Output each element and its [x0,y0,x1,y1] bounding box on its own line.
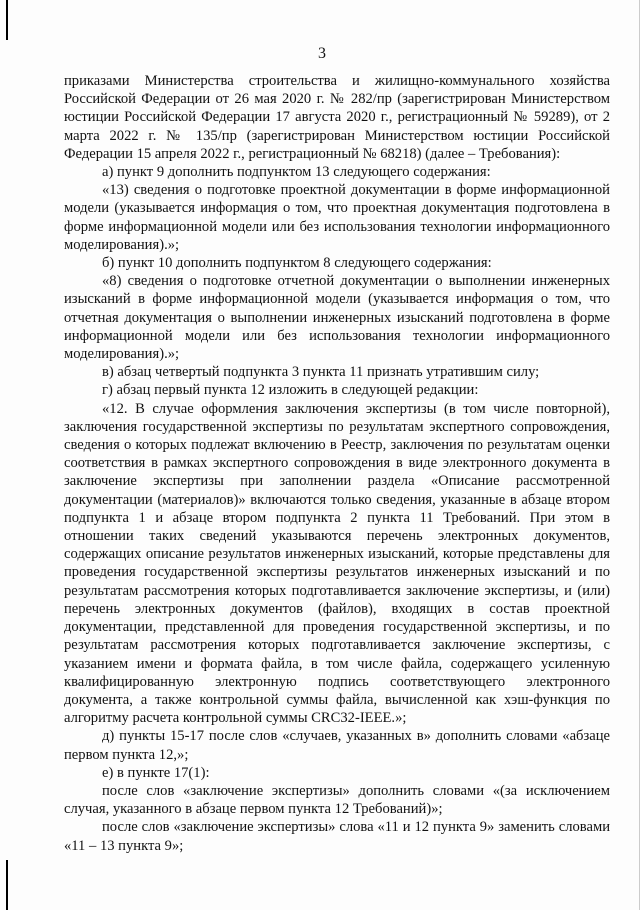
paragraph: приказами Министерства строительства и жилищно-коммунального хозяйства Российской Федерации от 26 мая 2020 г. № 282/пр (зарегистрирован Министерством юстиции Российской Федерации 17 августа 2020 г., регистрационный № 59289), от 2 марта 2022 г. № 135/пр (зарегистрирован Министерством юстиции Российской Федерации 15 апреля 2022 г., регистрационный № 68218) (далее – Требования): [64,73,610,162]
paragraph: г) абзац первый пункта 12 изложить в следующей редакции: [102,382,479,399]
paragraph: «13) сведения о подготовке проектной документации в форме информационной модели (указывается информация о том, что проектная документация подготовлена в форме информационной модели или без использования технологии информационного моделирования).»; [64,182,610,253]
paragraph: е) в пункте 17(1): [102,764,210,781]
paragraph: в) абзац четвертый подпункта 3 пункта 11 признать утратившим силу; [102,364,540,381]
page-number: 3 [318,45,326,62]
paragraph: после слов «заключение экспертизы» дополнить словами «(за исключением случая, указанного в абзаце первом пункта 12 Требований)»; [64,782,610,818]
paragraph: д) пункты 15-17 после слов «случаев, указанных в» дополнить словами «абзаце первом пункта 12,»; [64,728,610,763]
paragraph: «12. В случае оформления заключения экспертизы (в том числе повторной), заключения государственной экспертизы по результатам экспертного сопровождения, сведения о которых подлежат включению в Реестр, заключения по результатам оценки соответствия в рамках экспертного сопровождения в виде электронного документа в заключение экспертизы при заполнении раздела «Описание рассмотренной документации (материалов)» включаются только сведения, указанные в абзаце втором подпункта 1 и абзаце втором подпункта 2 пункта 11 Требований. При этом в отношении таких сведений указываются перечень электронных документов, содержащих описание результатов инженерных изысканий, которые представлены для проведения государственной экспертизы результатов инженерных изысканий и по результатам рассмотрения которых подготавливается заключение экспертизы, и (или) перечень электронных документов (файлов), входящих в состав проектной документации, представленной для проведения государственной экспертизы, и по результатам рассмотрения которых подготавливается заключение экспертизы, с указанием имени и формата файла, в том числе файла, содержащего усиленную квалифицированную электронную подпись соответствующего электронного документа, а также контрольной суммы файла, вычисленной как хэш-функция по алгоритму расчета контрольной суммы CRC32-IEEE.»; [64,400,610,727]
scan-edge-mark [6,860,8,910]
document-body [64,72,610,855]
paragraph: б) пункт 10 дополнить подпунктом 8 следующего содержания: [102,255,492,272]
paragraph: «8) сведения о подготовке отчетной документации о выполнении инженерных изысканий в форме информационной модели (указывается информация о том, что отчетная документация о выполнении инженерных изысканий подготовлена в форме информационной модели или без использования технологии информационного моделирования).»; [64,273,610,363]
paragraph: после слов «заключение экспертизы» слова «11 и 12 пункта 9» заменить словами «11 – 13 пункта 9»; [64,819,610,854]
paragraph: а) пункт 9 дополнить подпунктом 13 следующего содержания: [102,164,491,181]
scan-edge-mark [6,0,8,40]
